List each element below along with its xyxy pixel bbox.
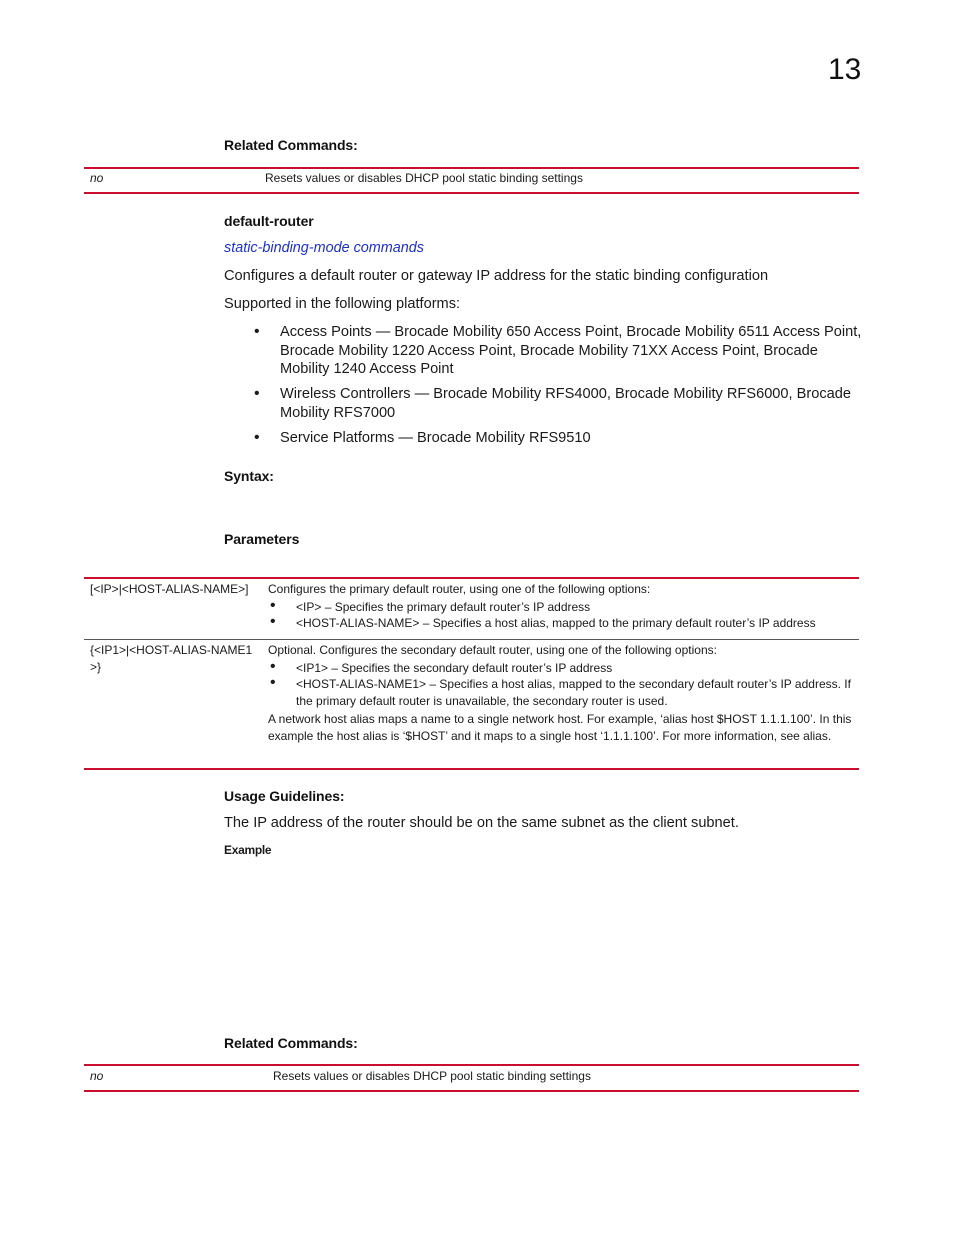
related-command-description: Resets values or disables DHCP pool static binding settings [265,171,583,185]
usage-guidelines-text: The IP address of the router should be on the same subnet as the client subnet. [224,815,739,831]
parameters-row-divider [84,639,859,640]
parameter-description [268,581,853,632]
table-top-rule [84,1064,859,1066]
table-bottom-rule [84,192,859,194]
platform-item: • Service Platforms — Brocade Mobility RFS9510 [254,429,866,448]
parameter-options [268,599,853,633]
parameter-name: {<IP1>|<HOST-ALIAS-NAME1 >} [90,643,253,674]
table-top-rule [84,167,859,169]
section-description: Configures a default router or gateway IP address for the static binding configuration [224,268,769,284]
parameter-intro: Optional. Configures the secondary default router, using one of the following options: [268,643,717,657]
parameter-name: [<IP>|<HOST-ALIAS-NAME>] [90,582,249,596]
mode-commands-link[interactable]: static-binding-mode commands [224,240,424,256]
chapter-number: 13 [828,53,862,86]
platforms-intro: Supported in the following platforms: [224,296,461,312]
table-bottom-rule [84,1090,859,1092]
syntax-heading: Syntax: [224,468,274,484]
parameters-table-bottom-rule [84,768,859,770]
parameter-intro: Configures the primary default router, using one of the following options: [268,582,651,596]
platform-item: • Wireless Controllers — Brocade Mobility RFS4000, Brocade Mobility RFS6000, Brocade Mobility RFS7000 [254,385,866,422]
section-title: default-router [224,213,314,229]
parameter-options [268,660,853,710]
parameters-heading: Parameters [224,531,300,547]
parameters-table-top-rule [84,577,859,579]
parameter-option: • <HOST-ALIAS-NAME> – Specifies a host alias, mapped to the primary default router’s IP address [268,615,853,632]
related-commands-heading: Related Commands: [224,1035,358,1051]
parameter-option: • <HOST-ALIAS-NAME1> – Specifies a host alias, mapped to the secondary default router’s IP address. If the primary default router is unavailable, the secondary router is used. [268,676,853,710]
related-command-link-no[interactable]: no [90,171,104,185]
platform-item: • Access Points — Brocade Mobility 650 Access Point, Brocade Mobility 6511 Access Point, Brocade Mobility 1220 Access Point, Brocade Mobility 71XX Access Point, Brocade Mobility 1240 Access Point [254,323,866,379]
usage-guidelines-heading: Usage Guidelines: [224,788,345,804]
example-label: Example [224,843,272,857]
platforms-list [254,323,866,453]
parameter-note: A network host alias maps a name to a single network host. For example, ‘alias host $HOST 1.1.1.100’. In this example the host alias is ‘$HOST’ and it maps to a single host ‘1.1.1.100’. For more information, see alias. [268,711,852,743]
related-commands-heading: Related Commands: [224,137,358,153]
parameter-description [268,642,853,744]
parameter-option: • <IP> – Specifies the primary default router’s IP address [268,599,853,616]
related-command-link-no[interactable]: no [90,1069,104,1083]
parameter-option: • <IP1> – Specifies the secondary default router’s IP address [268,660,853,677]
related-command-description: Resets values or disables DHCP pool static binding settings [273,1069,591,1083]
